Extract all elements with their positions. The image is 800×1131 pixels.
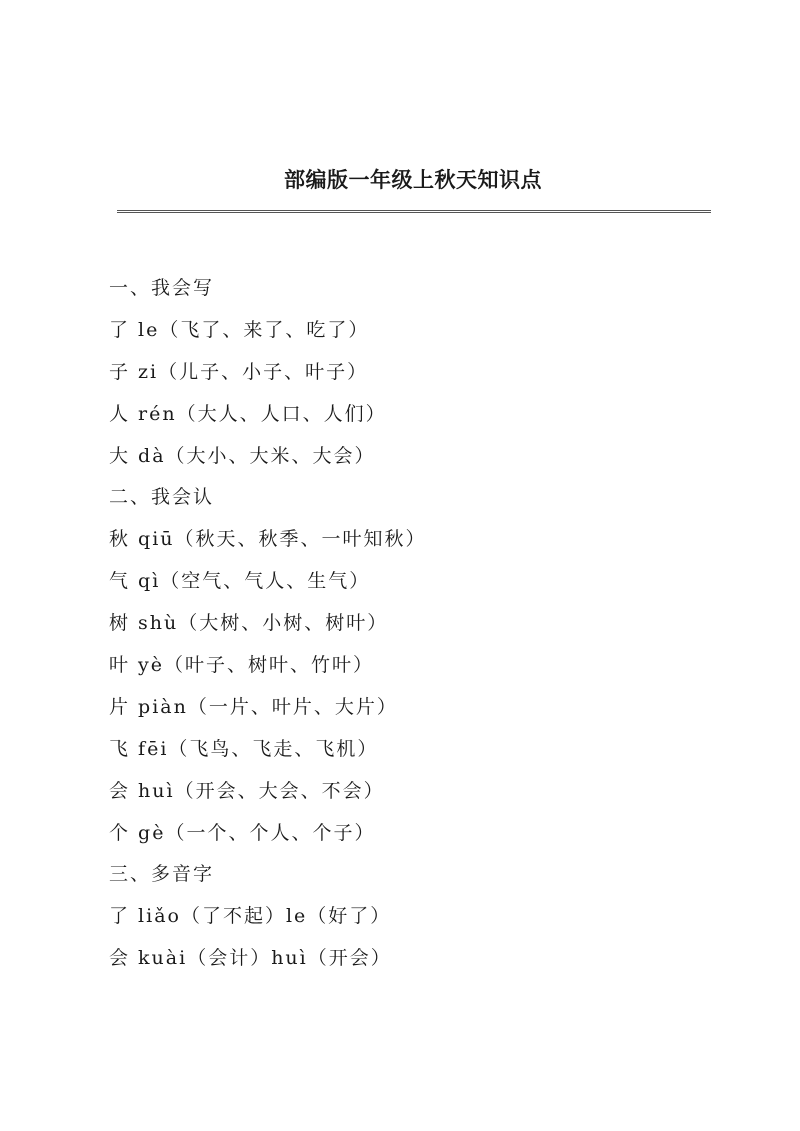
list-item: 会 huì（开会、大会、不会） (109, 779, 385, 802)
section-heading-recognize: 二、我会认 (109, 486, 215, 509)
list-item: 大 dà（大小、大米、大会） (109, 444, 376, 467)
title-divider (117, 210, 711, 213)
list-item: 了 le（飞了、来了、吃了） (109, 318, 370, 341)
list-item: 会 kuài（会计）huì（开会） (109, 947, 392, 970)
list-item: 子 zi（儿子、小子、叶子） (109, 360, 369, 383)
list-item: 飞 fēi（飞鸟、飞走、飞机） (109, 737, 379, 760)
list-item: 树 shù（大树、小树、树叶） (109, 612, 389, 635)
list-item: 气 qì（空气、气人、生气） (109, 570, 371, 593)
section-heading-write: 一、我会写 (109, 277, 215, 299)
list-item: 秋 qiū（秋天、秋季、一叶知秋） (109, 528, 427, 551)
list-item: 了 liǎo（了不起）le（好了） (109, 905, 392, 928)
list-item: 个 gè（一个、个人、个子） (109, 821, 376, 844)
list-item: 叶 yè（叶子、树叶、竹叶） (109, 654, 375, 677)
knowledge-list (109, 276, 427, 988)
document-title: 部编版一年级上秋天知识点 (284, 167, 542, 192)
list-item: 片 piàn（一片、叶片、大片） (109, 695, 398, 718)
section-heading-polyphones: 三、多音字 (109, 863, 215, 886)
list-item: 人 rén（大人、人口、人们） (109, 402, 387, 425)
